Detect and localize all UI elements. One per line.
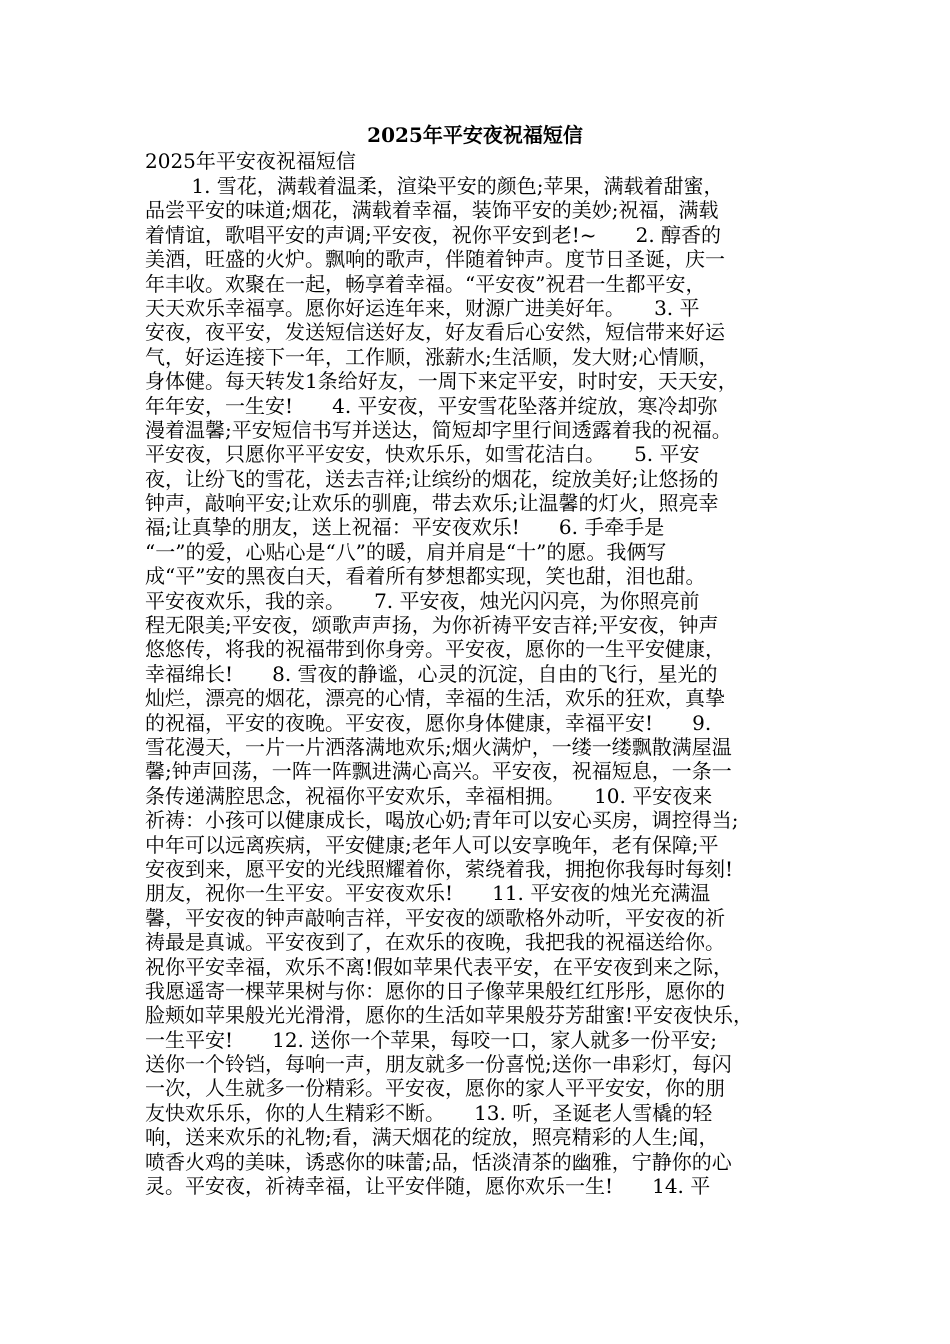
document-body: [145, 174, 815, 1198]
body-line: 夜，让纷飞的雪花，送去吉祥;让缤纷的烟花，绽放美好;让悠扬的: [145, 466, 719, 491]
body-line: 响，送来欢乐的礼物;看，满天烟花的绽放，照亮精彩的人生;闻，: [145, 1125, 719, 1150]
body-line: 漫着温馨;平安短信书写并送达，简短却字里行间透露着我的祝福。: [145, 417, 732, 442]
body-line: 安夜，夜平安，发送短信送好友，好友看后心安然，短信带来好运: [145, 320, 725, 345]
body-line: 中年可以远离疾病，平安健康;老年人可以安享晚年，老有保障;平: [145, 832, 719, 857]
body-line: “一”的爱，心贴心是“八”的暖，肩并肩是“十”的愿。我俩写: [145, 539, 667, 564]
document-subtitle: 2025年平安夜祝福短信: [145, 149, 356, 173]
body-line: 条传递满腔思念，祝福你平安欢乐，幸福相拥。 10. 平安夜来: [145, 783, 713, 808]
body-line: 脸颊如苹果般光光滑滑，愿你的生活如苹果般芬芳甜蜜!平安夜快乐，: [145, 1003, 754, 1028]
body-line: 平安夜欢乐，我的亲。 7. 平安夜，烛光闪闪亮，为你照亮前: [145, 588, 700, 613]
body-line: 祈祷：小孩可以健康成长，喝放心奶;青年可以安心买房，调控得当;: [145, 808, 739, 833]
body-line: 祝你平安幸福，欢乐不离!假如苹果代表平安，在平安夜到来之际，: [145, 954, 734, 979]
body-line: 喷香火鸡的美味，诱惑你的味蕾;品，恬淡清茶的幽雅，宁静你的心: [145, 1149, 732, 1174]
body-line: 一次，人生就多一份精彩。平安夜，愿你的家人平平安安，你的朋: [145, 1076, 725, 1101]
body-line: 馨，平安夜的钟声敲响吉祥，平安夜的颂歌格外动听，平安夜的祈: [145, 905, 725, 930]
body-line: 灿烂，漂亮的烟花，漂亮的心情，幸福的生活，欢乐的狂欢，真挚: [145, 686, 725, 711]
body-line: 美酒，旺盛的火炉。飘响的歌声，伴随着钟声。度节日圣诞，庆一: [145, 247, 725, 272]
body-line: 气，好运连接下一年，工作顺，涨薪水;生活顺，发大财;心情顺，: [145, 344, 719, 369]
body-line: 福;让真挚的朋友，送上祝福：平安夜欢乐! 6. 手牵手是: [145, 515, 665, 540]
body-line: 朋友，祝你一生平安。平安夜欢乐! 11. 平安夜的烛光充满温: [145, 881, 711, 906]
body-line: 我愿遥寄一棵苹果树与你：愿你的日子像苹果般红红彤彤，愿你的: [145, 978, 725, 1003]
body-line: 品尝平安的味道;烟花，满载着幸福，装饰平安的美妙;祝福，满载: [145, 198, 719, 223]
body-line: 身体健。每天转发1条给好友，一周下来定平安，时时安，天天安，: [145, 369, 738, 394]
body-line: 一生平安! 12. 送你一个苹果，每咬一口，家人就多一份平安;: [145, 1027, 718, 1052]
body-line: 的祝福，平安的夜晚。平安夜，愿你身体健康，幸福平安! 9.: [145, 710, 712, 735]
body-line: 雪花漫天，一片一片洒落满地欢乐;烟火满炉，一缕一缕飘散满屋温: [145, 734, 732, 759]
body-line: 年丰收。欢聚在一起，畅享着幸福。“平安夜”祝君一生都平安，: [145, 271, 706, 296]
body-line: 馨;钟声回荡，一阵一阵飘进满心高兴。平安夜，祝福短息，一条一: [145, 759, 732, 784]
body-line: 幸福绵长! 8. 雪夜的静谧，心灵的沉淀，自由的飞行，星光的: [145, 661, 718, 686]
body-line: 1. 雪花，满载着温柔，渲染平安的颜色;苹果，满载着甜蜜，: [145, 174, 724, 198]
body-line: 安夜到来，愿平安的光线照耀着你，萦绕着我，拥抱你我每时每刻!: [145, 856, 734, 881]
body-line: 灵。平安夜，祈祷幸福，让平安伴随，愿你欢乐一生! 14. 平: [145, 1174, 711, 1199]
body-line: 天天欢乐幸福享。愿你好运连年来，财源广进美好年。 3. 平: [145, 295, 700, 320]
body-line: 平安夜，只愿你平平安安，快欢乐乐，如雪花洁白。 5. 平安: [145, 442, 700, 467]
body-line: 钟声，敲响平安;让欢乐的驯鹿，带去欢乐;让温馨的灯火，照亮幸: [145, 491, 719, 516]
document-title: 2025年平安夜祝福短信: [367, 123, 583, 147]
body-line: 悠悠传，将我的祝福带到你身旁。平安夜，愿你的一生平安健康，: [145, 637, 725, 662]
body-line: 程无限美;平安夜，颂歌声声扬，为你祈祷平安吉祥;平安夜，钟声: [145, 613, 719, 638]
body-line: 祷最是真诚。平安夜到了，在欢乐的夜晚，我把我的祝福送给你。: [145, 930, 725, 955]
body-line: 成“平”安的黑夜白天，看着所有梦想都实现，笑也甜，泪也甜。: [145, 564, 706, 589]
body-line: 送你一个铃铛，每响一声，朋友就多一份喜悦;送你一串彩灯，每闪: [145, 1052, 732, 1077]
body-line: 着情谊，歌唱平安的声调;平安夜，祝你平安到老!~ 2. 醇香的: [145, 222, 722, 247]
body-line: 年年安，一生安! 4. 平安夜，平安雪花坠落并绽放，寒冷却弥: [145, 393, 718, 418]
body-line: 友快欢乐乐，你的人生精彩不断。 13. 听，圣诞老人雪橇的轻: [145, 1100, 713, 1125]
